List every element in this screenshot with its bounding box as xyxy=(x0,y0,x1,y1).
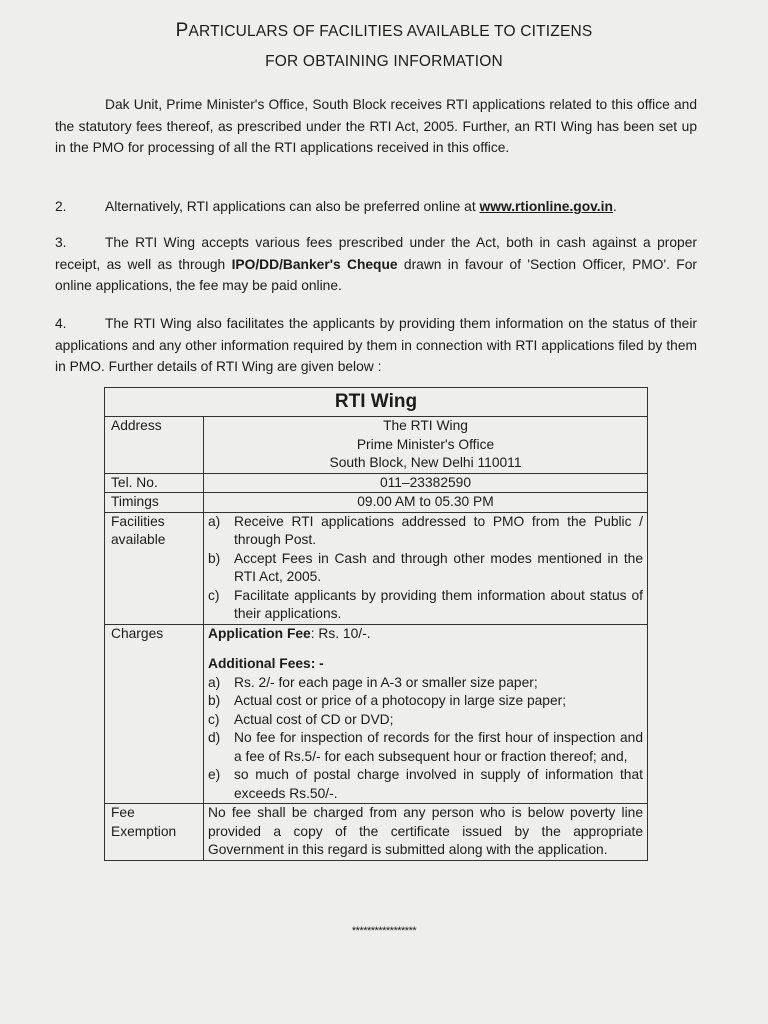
list-item: a) Receive RTI applications addressed to PMO from the Public / through Post. xyxy=(208,513,643,547)
facilities-list xyxy=(204,512,648,624)
tel-label: Tel. No. xyxy=(105,473,204,493)
table-row xyxy=(105,493,648,513)
timings-label: Timings xyxy=(105,493,204,513)
paragraph-4: 4. The RTI Wing also facilitates the applicants by providing them information on the status of their applications and any other information required by them in connection with RTI applications filed by them in PMO. Further details of RTI Wing are given below : xyxy=(55,316,697,374)
charges-label: Charges xyxy=(105,624,204,804)
table-row xyxy=(105,804,648,861)
list-item: a) Rs. 2/- for each page in A-3 or smaller size paper; xyxy=(208,674,538,690)
table-row xyxy=(105,417,648,474)
paragraph-1: Dak Unit, Prime Minister's Office, South Block receives RTI applications related to this office and the statutory fees thereof, as prescribed under the RTI Act, 2005. Further, an RTI Wing has been set up in the PMO for processing of all the RTI applications received in this office. xyxy=(55,97,697,155)
list-item: c) Actual cost of CD or DVD; xyxy=(208,711,394,727)
timings-value: 09.00 AM to 05.30 PM xyxy=(204,493,648,513)
list-item: b) Accept Fees in Cash and through other modes mentioned in the RTI Act, 2005. xyxy=(208,550,643,584)
document-title-line-1: PARTICULARS OF FACILITIES AVAILABLE TO CITIZENS xyxy=(175,20,593,41)
list-item: b) Actual cost or price of a photocopy in large size paper; xyxy=(208,693,567,708)
paragraph-3: 3. The RTI Wing accepts various fees prescribed under the Act, both in cash against a proper receipt, as well as through IPO/DD/Banker's Cheque drawn in favour of 'Section Officer, PMO'. For online applications, the fee may be paid online. xyxy=(55,235,697,293)
document-title-line-2: FOR OBTAINING INFORMATION xyxy=(265,53,503,70)
list-item: e) so much of postal charge involved in supply of information that exceeds Rs.50/-. xyxy=(208,767,643,801)
tel-value: 011–23382590 xyxy=(204,473,648,493)
table-row xyxy=(105,512,648,624)
paragraph-2: 2. Alternatively, RTI applications can also be preferred online at www.rtionline.gov.in. xyxy=(55,199,617,214)
address-value: The RTI Wing Prime Minister's Office South Block, New Delhi 110011 xyxy=(204,417,648,474)
charges-value: Application Fee: Rs. 10/-. Additional Fees: - a) Rs. 2/- for each page in A-3 or smaller size paper; b) Actual cost or price of a photocopy in large size paper; c) Actual cost of CD or DVD; d) No fee for inspection of records for the first hour of inspection and a fee of Rs.5/- for each subsequent hour or fraction thereof; and, e) so much of postal charge involved in supply of information that exceeds Rs.50/-. xyxy=(204,624,648,804)
list-item: d) No fee for inspection of records for the first hour of inspection and a fee of Rs.5/- for each subsequent hour or fraction thereof; and, xyxy=(208,730,643,764)
rtionline-link[interactable]: www.rtionline.gov.in xyxy=(479,199,613,214)
table-row xyxy=(105,388,648,417)
table-row xyxy=(105,473,648,493)
fee-exemption-value: No fee shall be charged from any person who is below poverty line provided a copy of the certificate issued by the appropriate Government in this regard is submitted along with the application. xyxy=(204,804,648,861)
rti-wing-table xyxy=(104,387,648,861)
table-heading: RTI Wing xyxy=(105,388,648,417)
table-row xyxy=(105,624,648,804)
fee-exemption-label: Fee Exemption xyxy=(105,804,204,861)
end-of-document-stars: ***************** xyxy=(351,925,417,937)
list-item: c) Facilitate applicants by providing them information about status of their applications. xyxy=(208,587,643,621)
facilities-label: Facilities available xyxy=(105,512,204,624)
address-label: Address xyxy=(105,417,204,474)
